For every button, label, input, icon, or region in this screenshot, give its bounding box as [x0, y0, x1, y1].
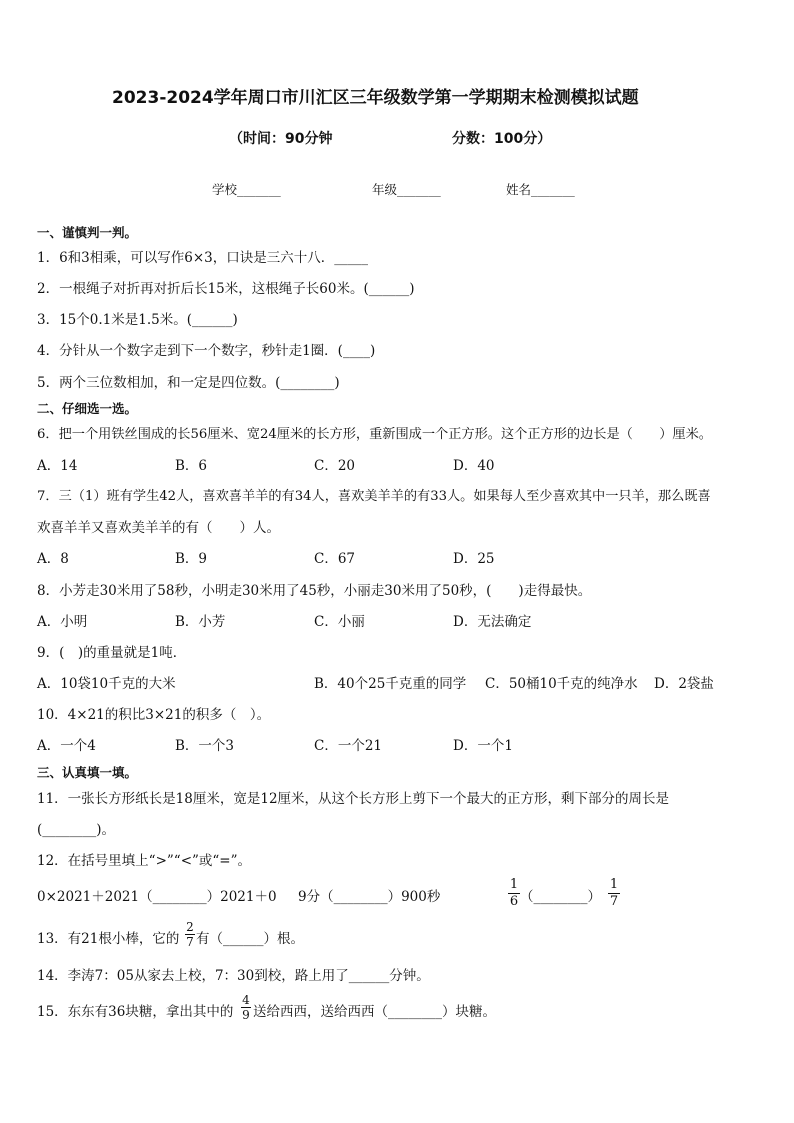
q8-option-c: C．小丽: [314, 614, 365, 630]
question-7-line-2: 欢喜羊羊又喜欢美羊羊的有（ ）人。: [37, 520, 280, 536]
school-field: 学校_______: [212, 182, 281, 197]
question-3: 3．15个0.1米是1.5米。(______): [37, 312, 238, 328]
q10-option-c: C．一个21: [314, 738, 383, 754]
question-11-line-2: (________)。: [37, 822, 116, 838]
fraction-denominator: 7: [186, 935, 194, 949]
q7-option-a: A．8: [37, 551, 69, 567]
fraction-denominator: 7: [609, 894, 619, 909]
question-7-line-1: 7．三（1）班有学生42人，喜欢喜羊羊的有34人，喜欢美羊羊的有33人。如果每人至少喜欢其中一只羊，那么既喜: [37, 489, 711, 504]
question-13-start: 13．有21根小棒，它的: [37, 931, 180, 947]
fraction-denominator: 9: [242, 1008, 250, 1022]
question-2: 2．一根绳子对折再对折后长15米，这根绳子长60米。(______): [37, 281, 415, 297]
q12-part-c-blank: （________）: [520, 889, 601, 905]
question-9: 9．( )的重量就是1吨．: [37, 645, 187, 661]
q9-option-a: A．10袋10千克的大米: [37, 676, 176, 692]
question-15-start: 15．东东有36块糖，拿出其中的: [37, 1004, 234, 1020]
section-heading-choose: 二、仔细选一选。: [37, 401, 138, 416]
fraction-numerator: 1: [609, 877, 619, 892]
section-heading-judge: 一、谨慎判一判。: [37, 225, 138, 240]
q10-option-a: A．一个4: [37, 738, 96, 754]
question-5: 5．两个三位数相加，和一定是四位数。(________): [37, 375, 340, 391]
fraction-numerator: 2: [186, 920, 194, 934]
q9-option-c: C．50桶10千克的纯净水: [485, 676, 638, 692]
fraction-numerator: 1: [509, 877, 519, 892]
q7-option-b: B．9: [175, 551, 208, 567]
q9-option-b: B．40个25千克重的同学: [314, 676, 467, 692]
q8-option-b: B．小芳: [175, 614, 226, 630]
q10-option-b: B．一个3: [175, 738, 235, 754]
question-1: 1．6和3相乘，可以写作6×3，口诀是三六十八．_____: [37, 250, 369, 266]
q12-part-b: 9分（________）900秒: [298, 889, 441, 905]
q12-fraction-left: [508, 878, 520, 909]
q6-option-c: C．20: [314, 458, 356, 474]
q15-fraction: [241, 994, 251, 1021]
fraction-numerator: 4: [242, 993, 250, 1007]
fraction-denominator: 6: [509, 894, 519, 909]
page-title: 2023-2024学年周口市川汇区三年级数学第一学期期末检测模拟试题: [112, 88, 639, 108]
q9-option-d: D．2袋盐: [654, 676, 714, 692]
q6-option-a: A．14: [37, 458, 78, 474]
q6-option-d: D．40: [453, 458, 495, 474]
question-6: 6．把一个用铁丝围成的长56厘米、宽24厘米的长方形，重新围成一个正方形。这个正方形的边长是（ ）厘米。: [37, 427, 712, 442]
exam-time: （时间：90分钟: [229, 131, 333, 147]
q6-option-b: B．6: [175, 458, 208, 474]
q12-part-a: 0×2021＋2021（________）2021＋0: [37, 889, 277, 905]
question-14: 14．李涛7：05从家去上校，7：30到校，路上用了______分钟。: [37, 968, 430, 984]
q7-option-c: C．67: [314, 551, 356, 567]
question-8: 8．小芳走30米用了58秒，小明走30米用了45秒，小丽走30米用了50秒，( )走得最快。: [37, 583, 592, 599]
q8-option-d: D．无法确定: [453, 614, 532, 630]
q10-option-d: D．一个1: [453, 738, 513, 754]
exam-score: 分数：100分）: [452, 131, 552, 147]
q8-option-a: A．小明: [37, 614, 88, 630]
question-10: 10．4×21的积比3×21的积多（ ）。: [37, 707, 271, 723]
section-heading-fill: 三、认真填一填。: [37, 765, 138, 780]
question-13-end: 有（______）根。: [196, 931, 304, 947]
question-12: 12．在括号里填上“>”“<”或“=”。: [37, 853, 252, 869]
question-4: 4．分针从一个数字走到下一个数字，秒针走1圈．(____): [37, 343, 376, 359]
question-15-end: 送给西西，送给西西（________）块糖。: [253, 1004, 496, 1020]
q7-option-d: D．25: [453, 551, 495, 567]
q13-fraction: [185, 921, 195, 948]
q12-fraction-right: [608, 878, 620, 909]
question-11-line-1: 11．一张长方形纸长是18厘米，宽是12厘米，从这个长方形上剪下一个最大的正方形，剩下部分的周长是: [37, 791, 670, 807]
name-field: 姓名_______: [506, 182, 575, 197]
grade-field: 年级_______: [372, 182, 441, 197]
